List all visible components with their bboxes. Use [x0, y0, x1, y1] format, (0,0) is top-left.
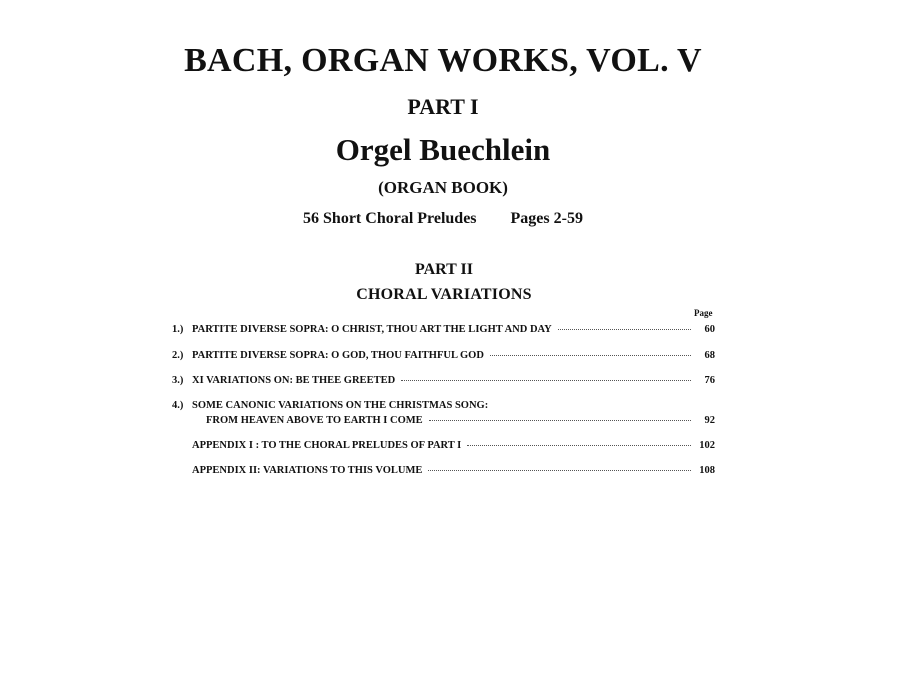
part-one-description: 56 Short Choral Preludes — [303, 210, 477, 227]
toc-entry-title: SOME CANONIC VARIATIONS ON THE CHRISTMAS SONG: — [192, 400, 489, 411]
toc-appendix-page: 108 — [699, 465, 715, 476]
toc-entry — [172, 350, 715, 361]
toc-entry-page: 76 — [704, 375, 715, 386]
toc-entry-title-continued: FROM HEAVEN ABOVE TO EARTH I COME — [206, 415, 423, 426]
toc-appendix — [192, 440, 715, 451]
toc-entry-number: 1.) — [172, 324, 184, 335]
toc-appendix-page: 102 — [699, 440, 715, 451]
part-one-translation: (ORGAN BOOK) — [378, 178, 508, 197]
dot-leader — [558, 329, 691, 330]
toc-entry-title: XI VARIATIONS ON: BE THEE GREETED — [192, 375, 396, 386]
toc-entry-number: 4.) — [172, 400, 184, 411]
toc-entry — [172, 324, 715, 335]
toc-entry-page: 60 — [704, 324, 715, 335]
toc-entry-first-line — [172, 400, 488, 411]
page-column-label: Page — [694, 308, 713, 318]
part-one-description-line — [0, 210, 893, 228]
dot-leader — [429, 420, 691, 421]
toc-entry — [172, 375, 715, 386]
dot-leader — [401, 380, 691, 381]
main-title: BACH, ORGAN WORKS, VOL. V — [184, 42, 702, 79]
toc-entry-page: 92 — [704, 415, 715, 426]
toc-entry-title: PARTITE DIVERSE SOPRA: O CHRIST, THOU ART THE LIGHT AND DAY — [192, 324, 552, 335]
toc-appendix-title: APPENDIX I : TO THE CHORAL PRELUDES OF PART I — [192, 440, 462, 451]
toc-entry — [206, 415, 715, 426]
toc-appendix-title: APPENDIX II: VARIATIONS TO THIS VOLUME — [192, 465, 423, 476]
toc-appendix — [192, 465, 715, 476]
toc-entry-title: PARTITE DIVERSE SOPRA: O GOD, THOU FAITHFUL GOD — [192, 350, 484, 361]
part-one-subtitle: Orgel Buechlein — [335, 132, 551, 167]
part-one-pages: Pages 2-59 — [510, 210, 583, 227]
dot-leader — [467, 445, 691, 446]
part-one-heading: PART I — [407, 94, 479, 119]
dot-leader — [490, 355, 691, 356]
part-two-heading: PART II — [415, 261, 473, 278]
toc-entry-number: 3.) — [172, 375, 184, 386]
toc-entry-page: 68 — [704, 350, 715, 361]
toc-entry-number: 2.) — [172, 350, 184, 361]
dot-leader — [428, 470, 691, 471]
part-two-subtitle: CHORAL VARIATIONS — [356, 286, 532, 303]
